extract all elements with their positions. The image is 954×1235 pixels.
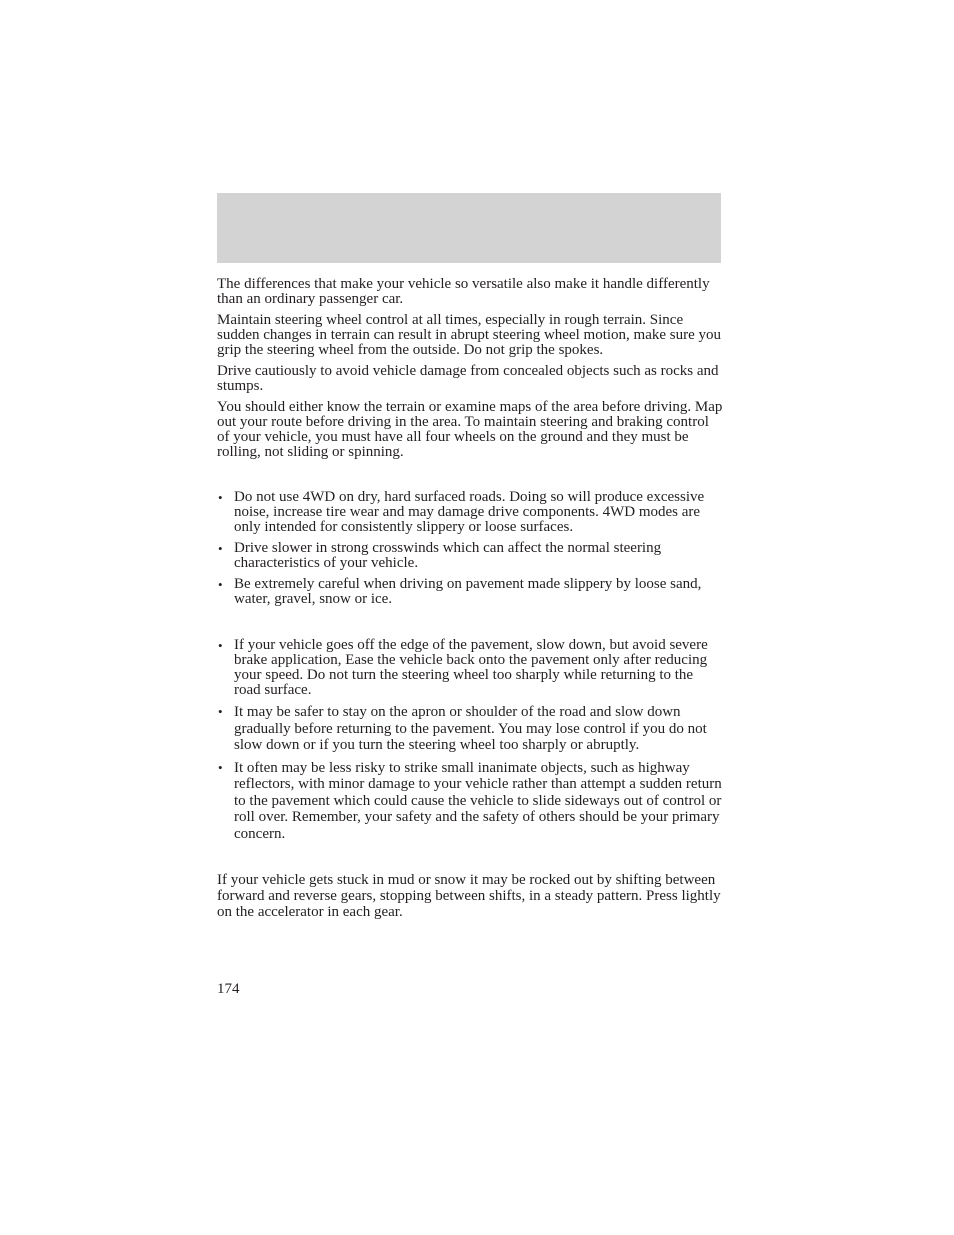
bullet-icon: • — [218, 638, 223, 653]
paragraph-know-terrain: You should either know the terrain or examine maps of the area before driving. Map out your route before driving in the area. To maintain steering and braking control of your vehicle, you must have all four wheels on the ground and they must be rolling, not sliding or spinning. — [217, 399, 723, 460]
bullet-icon: • — [218, 541, 223, 556]
paragraph-stuck-in-mud: If your vehicle gets stuck in mud or snow it may be rocked out by shifting between forward and reverse gears, stopping between shifts, in a steady pattern. Press lightly on the accelerator in each gear. — [217, 872, 721, 920]
list-item — [217, 760, 723, 843]
section-header-band — [217, 193, 721, 263]
pavement-tips-list — [217, 638, 723, 842]
list-item — [217, 490, 723, 535]
list-item — [217, 577, 723, 607]
list-item-text: It often may be less risky to strike small inanimate objects, such as highway reflectors, with minor damage to your vehicle rather than attempt a sudden return to the pavement which could cause the vehicle to slide sideways out of control or roll over. Remember, your safety and the safety of others should be your primary concern. — [234, 759, 722, 842]
list-item — [217, 704, 723, 754]
paragraph-steering-control: Maintain steering wheel control at all times, especially in rough terrain. Since sudden changes in terrain can result in abrupt steering wheel motion, make sure you grip the steering wheel from the outside. Do not grip the spokes. — [217, 312, 722, 358]
list-item-text: If your vehicle goes off the edge of the pavement, slow down, but avoid severe brake application, Ease the vehicle back onto the pavement only after reducing your speed. Do not turn the steering wheel too sharply while returning to the road surface. — [234, 637, 708, 698]
driving-tips-list — [217, 490, 723, 607]
bullet-icon: • — [218, 577, 223, 592]
page-number: 174 — [217, 981, 240, 997]
list-item-text: Be extremely careful when driving on pavement made slippery by loose sand, water, gravel, snow or ice. — [234, 576, 702, 607]
bullet-icon: • — [218, 704, 223, 719]
list-item — [217, 638, 723, 698]
list-item — [217, 541, 723, 571]
paragraph-handling-differences: The differences that make your vehicle so versatile also make it handle differently than an ordinary passenger car. — [217, 276, 710, 307]
bullet-icon: • — [218, 490, 223, 505]
paragraph-drive-cautiously: Drive cautiously to avoid vehicle damage from concealed objects such as rocks and stumps. — [217, 363, 719, 394]
page-content — [217, 277, 723, 926]
list-item-text: Drive slower in strong crosswinds which can affect the normal steering characteristics of your vehicle. — [234, 540, 662, 571]
list-item-text: Do not use 4WD on dry, hard surfaced roads. Doing so will produce excessive noise, increase tire wear and may damage drive components. 4WD modes are only intended for consistently slippery or loose surfaces. — [234, 489, 705, 535]
list-item-text: It may be safer to stay on the apron or shoulder of the road and slow down gradually before returning to the pavement. You may lose control if you do not slow down or if you turn the steering wheel too sharply or abruptly. — [234, 704, 707, 753]
bullet-icon: • — [218, 759, 223, 775]
